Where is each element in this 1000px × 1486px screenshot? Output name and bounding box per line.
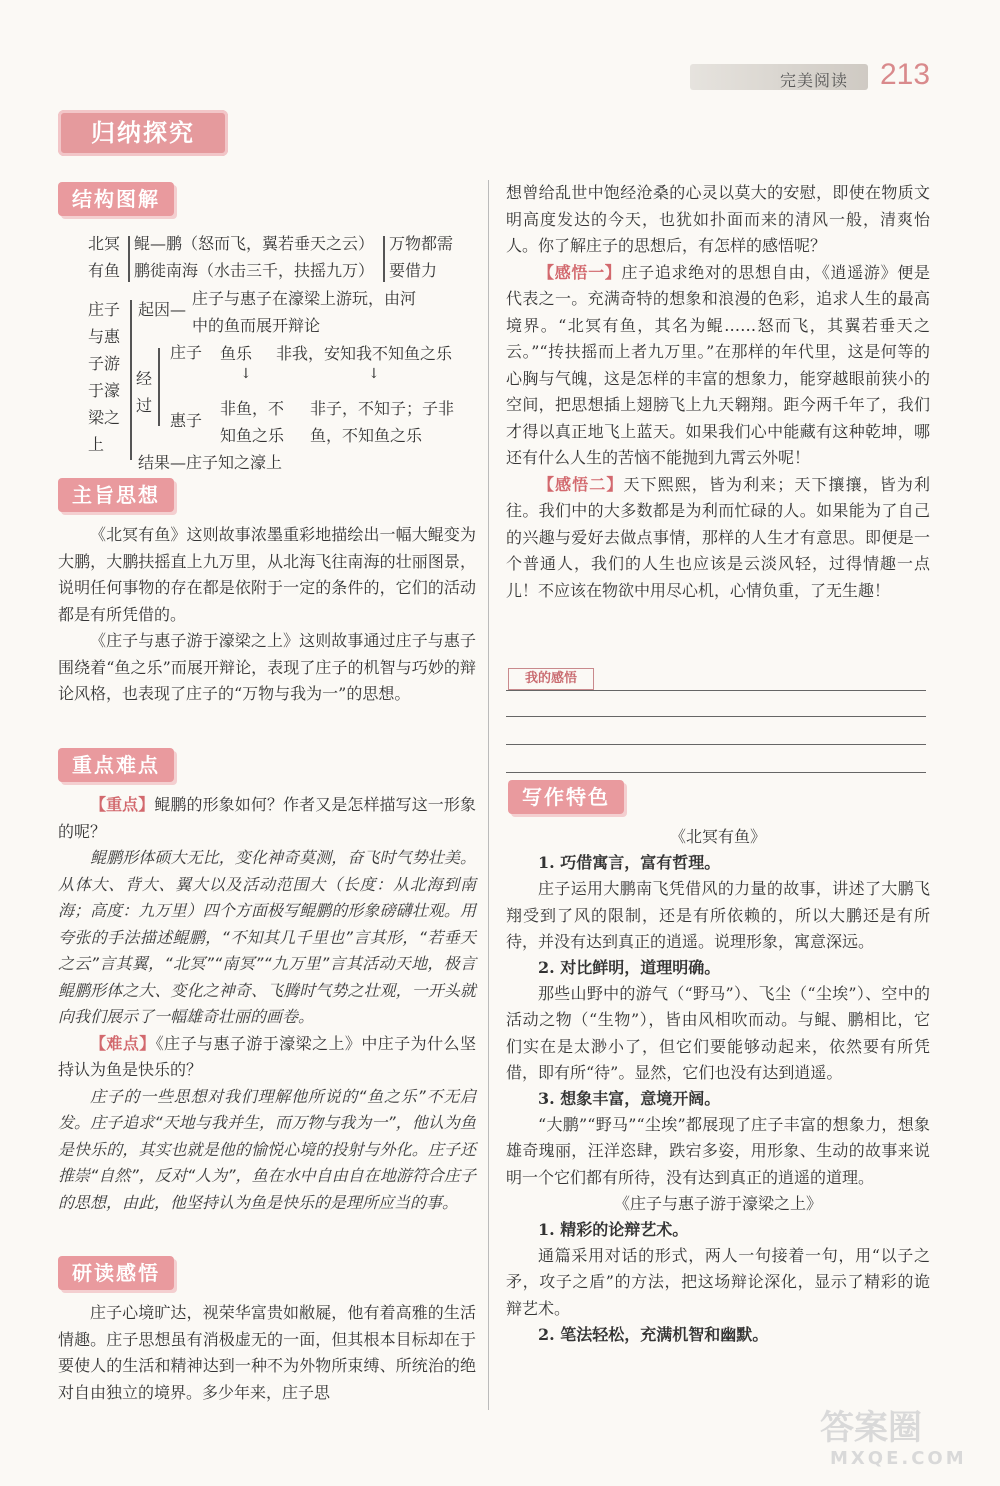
writing-heading: 3. 想象丰富，意境开阔。 — [538, 1089, 721, 1109]
section-writing: 写作特色 — [508, 780, 624, 814]
section-keypoints: 重点难点 — [58, 748, 174, 782]
section-structure: 结构图解 — [58, 182, 174, 216]
insight-two — [506, 472, 930, 605]
section-reading: 研读感悟 — [58, 1256, 174, 1290]
diagram-text: 要借力 — [389, 261, 438, 280]
diagram-text: 鱼，不知鱼之乐 — [310, 426, 423, 445]
write-line[interactable] — [506, 716, 926, 717]
keypoint-question — [58, 792, 476, 845]
diagram-text: 庄子 — [88, 300, 121, 319]
brace — [158, 348, 160, 426]
key-question-text: 鲲鹏的形象如何？作者又是怎样描写这一形象的呢？ — [58, 795, 476, 841]
difficulty-tag: 【难点】 — [90, 1033, 156, 1053]
writing-paragraph: “大鹏”“野马”“尘埃”都展现了庄子丰富的想象力，想象雄奇瑰丽，汪洋恣肆，跌宕多姿，用形象、生动的故事来说明一个它们都有所待，没有达到真正的逍遥的道理。 — [506, 1115, 930, 1187]
diagram-text: 万物都需 — [389, 234, 454, 253]
page-number: 213 — [880, 58, 931, 91]
main-banner: 归纳探究 — [58, 110, 228, 156]
diagram-text: 鹏徙南海（水击三千，扶摇九万） — [134, 261, 375, 280]
writing-title: 《庄子与惠子游于濠梁之上》 — [613, 1193, 822, 1213]
header-label: 完美阅读 — [780, 71, 849, 90]
difficulty-question-text: 《庄子与惠子游于濠梁之上》中庄子为什么坚持认为鱼是快乐的？ — [58, 1033, 476, 1079]
diagram-text: 过 — [136, 396, 153, 415]
diagram-text: 非子，不知子；子非 — [310, 399, 455, 418]
insight-tag: 【感悟一】 — [538, 262, 622, 282]
difficulty-question — [58, 1031, 476, 1084]
writing-heading: 2. 对比鲜明，道理明确。 — [538, 958, 721, 978]
brace — [128, 236, 130, 282]
diagram-text: 起因— — [138, 300, 187, 319]
writing-title: 《北冥有鱼》 — [669, 827, 766, 846]
insight-one — [506, 260, 930, 472]
diagram-text: 于濠 — [88, 381, 121, 400]
write-line[interactable] — [506, 772, 926, 773]
brace — [130, 300, 132, 460]
diagram-text: 与惠 — [88, 327, 121, 346]
diagram-text: 惠子 — [170, 411, 203, 430]
diagram-text: 鲲—鹏（怒而飞，翼若垂天之云） — [134, 234, 375, 253]
diagram-text: 知鱼之乐 — [220, 426, 285, 445]
watermark-url: MXQE.COM — [830, 1448, 967, 1469]
column-divider — [488, 180, 489, 1410]
diagram-text: 有鱼 — [88, 261, 121, 280]
theme-text — [58, 522, 476, 708]
diagram-text: 庄子与惠子在濠梁上游玩，由河 — [192, 289, 417, 308]
watermark-logo: 答案圈 — [820, 1408, 922, 1448]
diagram-text: 中的鱼而展开辩论 — [192, 316, 321, 335]
writing-text — [506, 824, 930, 1348]
writing-paragraph: 庄子运用大鹏南飞凭借风的力量的故事，讲述了大鹏飞翔受到了风的限制，还是有所依赖的，所以大鹏还是有所待，并没有达到真正的逍遥。说理形象，寓意深远。 — [506, 879, 930, 951]
diagram-text: 非鱼，不 — [220, 399, 285, 418]
brace — [383, 236, 385, 282]
reading-paragraph-cont: 想曾给乱世中饱经沧桑的心灵以莫大的安慰，即使在物质文明高度发达的今天，也犹如扑面而来的清风一般，清爽怡人。你了解庄子的思想后，有怎样的感悟呢？ — [506, 183, 930, 255]
key-tag: 【重点】 — [90, 795, 155, 814]
diagram-text: 非我，安知我不知鱼之乐 — [276, 344, 453, 363]
theme-paragraph: 《北冥有鱼》这则故事浓墨重彩地描绘出一幅大鲲变为大鹏，大鹏扶摇直上九万里，从北海飞往南海的壮丽图景，说明任何事物的存在都是依附于一定的条件的，它们的活动都是有所凭借的。 — [58, 525, 476, 624]
diagram-text: 子游 — [88, 354, 121, 373]
insight-text: 天下熙熙，皆为利来；天下攘攘，皆为利往。我们中的大多数都是为利而忙碌的人。如果能为了自己的兴趣与爱好去做点事情，那样的人生才有意思。即便是一个普通人，我们的人生也应该是云淡风轻，过得情趣一点儿！不应该在物欲中用尽心机，心情负重，了无生趣！ — [506, 474, 930, 600]
diagram-text: 鱼乐 — [220, 344, 253, 363]
diagram-text: 庄子 — [170, 343, 203, 362]
arrow-down-icon: ↓ — [240, 366, 252, 382]
writing-paragraph: 通篇采用对话的形式，两人一句接着一句，用“以子之矛，攻子之盾”的方法，把这场辩论深化，显示了精彩的诡辩艺术。 — [506, 1246, 930, 1318]
write-line[interactable] — [506, 744, 926, 745]
keypoints-text — [58, 792, 476, 1216]
insight-text: 庄子追求绝对的思想自由，《逍遥游》便是代表之一。充满奇特的想象和浪漫的色彩，追求人生的最高境界。“北冥有鱼，其名为鲲……怒而飞，其翼若垂天之云。”“抟扶摇而上者九万里。”在那样的年代里，这是何等的心胸与气魄，这是怎样的丰富的想象力，能穿越眼前狭小的空间，把思想插上翅膀飞上九天翱翔。距今两千年了，我们才得以真正地飞上蓝天。如果我们心中能藏有这种乾坤，哪还有什么人生的苦恼不能抛到九霄云外呢！ — [506, 262, 930, 467]
diagram-text: 经 — [136, 369, 153, 388]
writing-heading: 1. 精彩的论辩艺术。 — [538, 1220, 689, 1240]
my-insight-tag: 我的感悟 — [508, 668, 594, 690]
reading-text-left — [58, 1300, 476, 1406]
insight-tag: 【感悟二】 — [538, 474, 624, 494]
reading-text-right — [506, 180, 930, 604]
difficulty-answer: 庄子的一些思想对我们理解他所说的“鱼之乐”不无启发。庄子追求“天地与我并生，而万物与我为一”，他认为鱼是快乐的，其实也就是他的愉悦心境的投射与外化。庄子还推崇“自然”，反对“人为”，鱼在水中自由自在地游符合庄子的思想，由此，他坚持认为鱼是快乐的是理所应当的事。 — [58, 1086, 476, 1212]
diagram-text: 梁之 — [88, 408, 121, 427]
write-line[interactable] — [506, 690, 926, 691]
reading-paragraph: 庄子心境旷达，视荣华富贵如敝屣，他有着高雅的生活情趣。庄子思想虽有消极虚无的一面，但其根本目标却在于要使人的生活和精神达到一种不为外物所束缚、所统治的绝对自由独立的境界。多少年来，庄子思 — [58, 1303, 476, 1402]
keypoint-answer: 鲲鹏形体硕大无比，变化神奇莫测，奋飞时气势壮美。从体大、背大、翼大以及活动范围大（长度：从北海到南海；高度：九万里）四个方面极写鲲鹏的形象磅礴壮观。用夸张的手法描述鲲鹏，“不知其几千里也”言其形，“若垂天之云”言其翼，“北冥”“南冥”“九万里”言其活动天地，极言鲲鹏形体之大、变化之神奇、飞腾时气势之壮观，一开头就向我们展示了一幅雄奇壮丽的画卷。 — [58, 848, 476, 1026]
diagram-text: 北冥 — [88, 234, 121, 253]
writing-heading: 2. 笔法轻松，充满机智和幽默。 — [538, 1324, 769, 1344]
theme-paragraph: 《庄子与惠子游于濠梁之上》这则故事通过庄子与惠子围绕着“鱼之乐”而展开辩论，表现了庄子的机智与巧妙的辩论风格，也表现了庄子的“万物与我为一”的思想。 — [58, 631, 476, 703]
writing-heading: 1. 巧借寓言，富有哲理。 — [538, 853, 721, 873]
section-theme: 主旨思想 — [58, 478, 174, 512]
diagram-text: 结果—庄子知之濠上 — [138, 453, 283, 472]
diagram-text: 上 — [88, 435, 105, 454]
writing-paragraph: 那些山野中的游气（“野马”）、飞尘（“尘埃”）、空中的活动之物（“生物”），皆由风相吹而动。与鲲、鹏相比，它们实在是太渺小了，但它们要能够动起来，依然要有所凭借，即有所“待”。显然，它们也没有达到逍遥。 — [506, 984, 930, 1082]
arrow-down-icon: ↓ — [368, 366, 380, 382]
